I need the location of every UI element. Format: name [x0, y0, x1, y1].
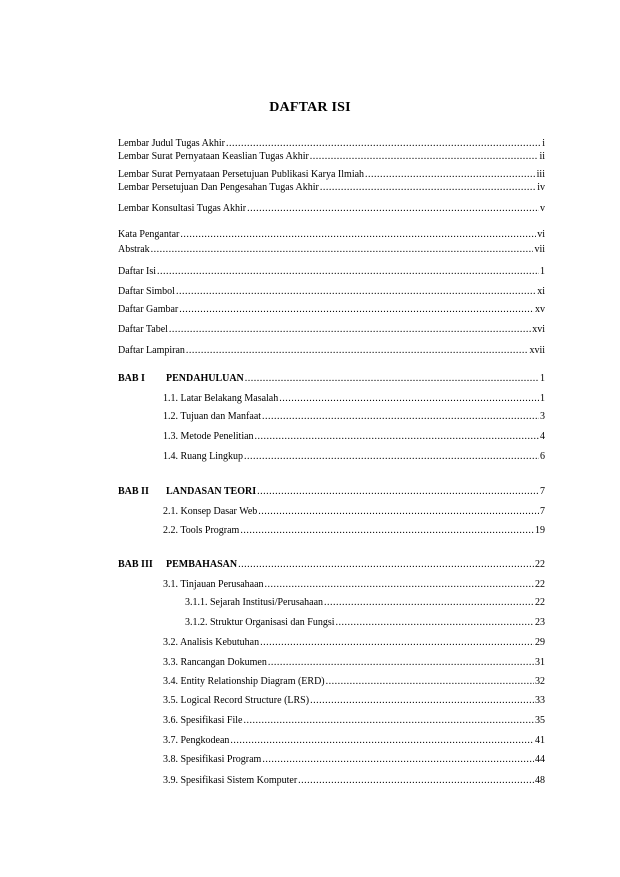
entry-page-number: 1	[540, 393, 545, 404]
section-entry	[163, 675, 545, 689]
section-entry	[163, 505, 545, 519]
entry-title: 3.8. Spesifikasi Program	[163, 754, 262, 765]
dot-leader	[336, 616, 534, 630]
dot-leader	[243, 714, 534, 728]
entry-label	[118, 303, 178, 317]
entry-title: 3.3. Rancangan Dokumen	[163, 657, 267, 668]
entry-page-number: xi	[537, 286, 545, 297]
entry-label	[118, 228, 179, 242]
dot-leader	[244, 450, 539, 464]
entry-label	[118, 265, 156, 279]
entry-label	[118, 558, 237, 572]
entry-page-number: xvii	[529, 345, 545, 356]
entry-label	[163, 656, 267, 670]
entry-title: 3.4. Entity Relationship Diagram (ERD)	[163, 676, 325, 687]
entry-title: 2.2. Tools Program	[163, 525, 240, 536]
dot-leader	[365, 168, 536, 182]
dot-leader	[157, 265, 539, 279]
toc-entry	[118, 202, 545, 216]
entry-page-number: 7	[540, 506, 545, 517]
entry-title: Daftar Lampiran	[118, 345, 185, 356]
entry-title: 3.5. Logical Record Structure (LRS)	[163, 695, 310, 706]
dot-leader	[230, 734, 534, 748]
dot-leader	[238, 558, 534, 572]
section-entry	[163, 450, 545, 464]
entry-title: Lembar Surat Pernyataan Keaslian Tugas Akhir	[118, 151, 309, 162]
section-entry	[163, 430, 545, 444]
entry-page-number: 48	[535, 775, 545, 786]
entry-title: 3.1.1. Sejarah Institusi/Perusahaan	[185, 597, 324, 608]
entry-label	[163, 450, 243, 464]
entry-title: 2.1. Konsep Dasar Web	[163, 506, 258, 517]
section-entry	[163, 714, 545, 728]
chapter-heading	[118, 372, 545, 386]
dot-leader	[257, 485, 539, 499]
section-entry	[163, 656, 545, 670]
chapter-number: BAB III	[118, 559, 153, 570]
entry-label	[163, 505, 257, 519]
entry-label	[118, 485, 256, 499]
entry-page-number: 23	[535, 617, 545, 628]
section-entry	[163, 524, 545, 538]
entry-page-number: 6	[540, 451, 545, 462]
entry-title: PEMBAHASAN	[166, 559, 238, 570]
dot-leader	[180, 228, 536, 242]
entry-page-number: 1	[540, 266, 545, 277]
entry-page-number: 31	[535, 657, 545, 668]
entry-page-number: 22	[535, 559, 545, 570]
page-title: DAFTAR ISI	[269, 100, 351, 115]
entry-label	[118, 372, 244, 386]
section-entry	[185, 616, 545, 630]
entry-label	[163, 675, 325, 689]
entry-page-number: 22	[535, 597, 545, 608]
entry-page-number: 33	[535, 695, 545, 706]
toc-entry	[118, 228, 545, 242]
section-entry	[163, 774, 545, 788]
entry-page-number: xv	[535, 304, 545, 315]
entry-label	[118, 181, 319, 195]
chapter-number: BAB II	[118, 486, 149, 497]
entry-page-number: 32	[535, 676, 545, 687]
toc-entry	[118, 285, 545, 299]
dot-leader	[320, 181, 536, 195]
entry-label	[163, 734, 229, 748]
entry-page-number: 44	[535, 754, 545, 765]
entry-page-number: iii	[536, 169, 545, 180]
dot-leader	[279, 392, 539, 406]
entry-label	[118, 243, 150, 257]
entry-label	[118, 285, 175, 299]
entry-label	[163, 392, 278, 406]
entry-page-number: vi	[537, 229, 545, 240]
entry-title: 3.1.2. Struktur Organisasi dan Fungsi	[185, 617, 335, 628]
toc-entry	[118, 137, 545, 151]
entry-title: Lembar Judul Tugas Akhir	[118, 138, 225, 149]
toc-entry	[118, 303, 545, 317]
entry-page-number: xvi	[532, 324, 545, 335]
section-entry	[163, 578, 545, 592]
entry-page-number: 19	[535, 525, 545, 536]
entry-page-number: 22	[535, 579, 545, 590]
entry-label	[118, 168, 364, 182]
entry-label	[163, 753, 261, 767]
entry-page-number: iv	[537, 182, 545, 193]
entry-title: 3.2. Analisis Kebutuhan	[163, 637, 260, 648]
dot-leader	[298, 774, 534, 788]
entry-label	[163, 524, 239, 538]
dot-leader	[326, 675, 534, 689]
entry-page-number: 41	[535, 735, 545, 746]
toc-entry	[118, 181, 545, 195]
entry-title: Lembar Surat Pernyataan Persetujuan Publikasi Karya Ilmiah	[118, 169, 365, 180]
entry-label	[163, 430, 254, 444]
dot-leader	[255, 430, 539, 444]
toc-entry	[118, 243, 545, 257]
entry-label	[163, 694, 309, 708]
dot-leader	[262, 753, 534, 767]
entry-title: Daftar Gambar	[118, 304, 179, 315]
chapter-heading	[118, 558, 545, 572]
dot-leader	[262, 410, 539, 424]
entry-page-number: 1	[540, 373, 545, 384]
entry-title: 3.1. Tinjauan Perusahaan	[163, 579, 264, 590]
section-entry	[163, 734, 545, 748]
entry-page-number: i	[542, 138, 545, 149]
entry-title: Abstrak	[118, 244, 150, 255]
entry-title: Daftar Simbol	[118, 286, 175, 297]
entry-label	[118, 323, 168, 337]
toc-entry	[118, 344, 545, 358]
entry-page-number: 7	[540, 486, 545, 497]
toc-entry	[118, 323, 545, 337]
entry-title: Lembar Konsultasi Tugas Akhir	[118, 203, 247, 214]
dot-leader	[186, 344, 529, 358]
section-entry	[163, 410, 545, 424]
entry-title: Daftar Isi	[118, 266, 157, 277]
section-entry	[163, 392, 545, 406]
toc-entry	[118, 168, 545, 182]
toc-entry	[118, 150, 545, 164]
dot-leader	[240, 524, 534, 538]
dot-leader	[169, 323, 531, 337]
entry-title: 3.7. Pengkodean	[163, 735, 230, 746]
dot-leader	[258, 505, 539, 519]
dot-leader	[268, 656, 534, 670]
entry-page-number: 4	[540, 431, 545, 442]
entry-label	[163, 636, 259, 650]
entry-label	[185, 616, 335, 630]
entry-label	[163, 578, 264, 592]
entry-title: 1.4. Ruang Lingkup	[163, 451, 243, 462]
entry-label	[118, 344, 185, 358]
entry-title: Lembar Persetujuan Dan Pengesahan Tugas Akhir	[118, 182, 319, 193]
entry-title: Daftar Tabel	[118, 324, 168, 335]
entry-title: 1.3. Metode Penelitian	[163, 431, 254, 442]
entry-page-number: v	[540, 203, 545, 214]
dot-leader	[260, 636, 534, 650]
entry-page-number: ii	[539, 151, 545, 162]
entry-page-number: vii	[534, 244, 545, 255]
entry-title: PENDAHULUAN	[166, 373, 244, 384]
entry-label	[163, 714, 242, 728]
toc-entry	[118, 265, 545, 279]
entry-title: 3.9. Spesifikasi Sistem Komputer	[163, 775, 298, 786]
chapter-number: BAB I	[118, 373, 145, 384]
entry-title: LANDASAN TEORI	[166, 486, 257, 497]
entry-label	[163, 774, 297, 788]
entry-label	[163, 410, 261, 424]
section-entry	[163, 694, 545, 708]
section-entry	[163, 753, 545, 767]
entry-title: 1.2. Tujuan dan Manfaat	[163, 411, 262, 422]
dot-leader	[247, 202, 539, 216]
entry-label	[118, 137, 225, 151]
section-entry	[163, 636, 545, 650]
dot-leader	[176, 285, 536, 299]
dot-leader	[245, 372, 539, 386]
chapter-heading	[118, 485, 545, 499]
entry-page-number: 3	[540, 411, 545, 422]
entry-page-number: 29	[535, 637, 545, 648]
entry-title: 1.1. Latar Belakang Masalah	[163, 393, 279, 404]
dot-leader	[310, 150, 539, 164]
dot-leader	[151, 243, 534, 257]
entry-label	[185, 596, 323, 610]
entry-title: Kata Pengantar	[118, 229, 180, 240]
entry-page-number: 35	[535, 715, 545, 726]
dot-leader	[310, 694, 534, 708]
dot-leader	[324, 596, 534, 610]
dot-leader	[179, 303, 534, 317]
entry-label	[118, 202, 246, 216]
section-entry	[185, 596, 545, 610]
dot-leader	[226, 137, 541, 151]
dot-leader	[265, 578, 534, 592]
entry-title: 3.6. Spesifikasi File	[163, 715, 243, 726]
entry-label	[118, 150, 309, 164]
